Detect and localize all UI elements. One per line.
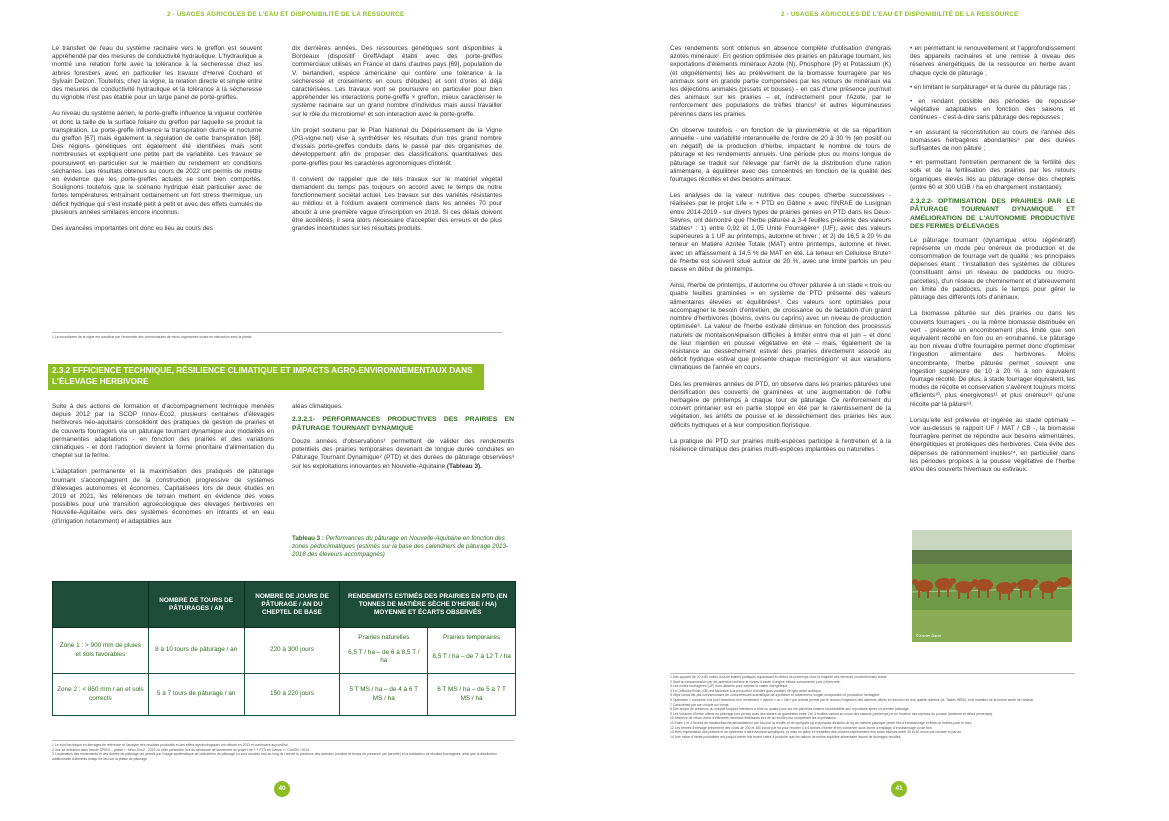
footnote: 11 Entre 1 et 3 heures de tracteur/faucheuse/andaineur par ha pour la récolte et de quelques kg à quelques dizaines de kg de matière plastique (entre film d'enrubannage et filets ou ficelles pour le foin). bbox=[670, 720, 973, 725]
paragraph: Un projet soutenu par le Plan National du Dépérissement de la Vigne (PG-vigne.net) vise à synthétiser les résultats d'un très grand nombre d'essais porte-greffes conduits dans le passé par des organismes de développement afin de proposer des classifications quantitatives des porte-greffes pour les caractères agronomiques d'intérêt. bbox=[292, 126, 502, 167]
table-subheader-cell: Prairies naturelles bbox=[340, 628, 428, 645]
text-column-2 bbox=[910, 45, 1075, 482]
paragraph: aléas climatiques. bbox=[292, 403, 343, 410]
paragraph: L'adaptation permanente et la maximisation des pratiques de pâturage tournant s'accompagnent de la construction progressive de systèmes d'élevages autonomes et économes. Capitalisées lors de deux études en 2019 et 2021, les références de terrain mettent en évidence des voies possibles pour une transition agroécologique des élevages herbivores en Nouvelle-Aquitaine vers des systèmes économes en intrants et en eau (d'irrigation notamment) et adaptables aux bbox=[52, 468, 274, 525]
table-cell: 150 à 220 jours bbox=[244, 674, 340, 716]
paragraph: Lorsqu'elle est prélevée et ingérée au stade optimale – voir au-dessus le rapport UF / MAT / CB -, la biomasse fourragère permet de répondre aux besoins alimentaires, énergétiques et protéiques des herbivores. Cela évite des dépenses de rationnement inutiles¹⁴, en particulier dans les périodes propices à la pousse végétative de l'herbe et/ou des couverts hivernaux ou estivaux. bbox=[910, 416, 1075, 473]
footnote: 1 Des apports de 20 à 60 unités d'azote étaient pratiqués auparavant en début de printemps chez la majorité des éleveurs conventionnels suivis. bbox=[670, 675, 888, 679]
paragraph: La pratique de PTD sur prairies multi-espèces participe à l'entretien et à la résilience climatique des prairies multi-espèces implantées ou naturelles : bbox=[670, 437, 891, 453]
cattle-pasture-photo bbox=[912, 530, 1072, 642]
footnote: 12 Les fermes d'élevage présentent des coûts de 200 et 350 euros par ha pour récolter 4 à 6 tonnes d'herbe et les conserver sous forme d'ensilage, d'enrubannage ou de foin. bbox=[670, 725, 933, 730]
table-caption-text: Performances du pâturage en Nouvelle-Aquitaine en fonction des zones pédoclimatiques (estimés sur la base des calendriers de pâturage 2013-2018 des éleveurs accompagnés) bbox=[292, 535, 508, 558]
footnote: 8 Des temps de présence du cheptel toujours inférieurs à trois ou quatre jours sur les parcelles limitent l'accessibilité aux repousses après un premier pâturage. bbox=[670, 707, 910, 712]
paragraph: Il convient de rappeler que de tels travaux sur le matériel végétal demandent du temps pas toujours en accord avec le temps de notre fonctionnement sociétal actuel. Les travaux sur des variétés résistantes au mildiou et à l'oïdium avaient commencé dans les années 70 pour aboutir à une première vague d'inscription en 2018. Si ces délais doivent être accélérés, il sera alors nécessaire d'accepter des erreurs et de plus grandes incertitudes sur les résultats produits. bbox=[292, 175, 502, 233]
footnote: 1 Le microbiome de la vigne est constitué par l'ensemble des communautés de micro-organismes vivant en interaction avec la plante. bbox=[52, 335, 253, 339]
paragraph: Le pâturage tournant (dynamique et/ou régénératif) représente un mode peu onéreux de production et de consommation de fourrage vert de qualité ; les principales dépenses étant : l'installation des systèmes de clôtures (constituant ainsi un réseau de paddocks ou micro-parcelles), d'un réseau de cheminement et d'abreuvement en limite de paddocks, puis le temps pour gérer le pâturage des différents lots d'animaux. bbox=[910, 236, 1075, 302]
paragraph: Ces rendements sont obtenus en absence complète d'utilisation d'engrais azotés minéraux¹. En gestion optimisée des prairies en pâturage tournant, les exportations d'éléments minéraux Azote (N), Phosphore (P) et Potassium (K) (et oligoéléments) liés au prélèvement de la biomasse fourragère par les animaux sont en grande partie compensées par les retours de minéraux via les déjections animales (pissats et bouses) - en cas d'une présence jour/nuit des animaux sur les prairies – et, indirectement pour l'Azote, par le renforcement des populations de trèfles blancs² et autres légumineuses pérennes dans les prairies. bbox=[670, 45, 891, 118]
paragraph: Les analyses de la valeur nutritive des coupes d'herbe successives - réalisées par le projet Life « + PTD en Gâtine » avec l'INRAE de Lusignan entre 2014-2019 - sur divers types de prairies gérées en PTD dans les Deux-Sèvres, ont démontré que l'herbe pâturée à 3-4 feuilles présente des valeurs stables³ : 1) entre 0,92 et 1,05 Unité Fourragère⁴ (UF), avec des valeurs supérieures à 1 UF au printemps, automne et hiver ; et 2) de 16,5 à 20 % de teneur en Matière Azotée Totale (MAT) entre printemps, automne et hiver, avec un affaissement à 14,5 % de MAT en été. La teneur en Cellulose Brute⁵ de l'herbe est souvent situé autour de 20 %, avec une limite parfois un peu basse en début de printemps. bbox=[670, 192, 891, 274]
footnote: 3 L'estimation des rendements et des durées de pâturage ont permis par l'usage systématique de calendriers de pâturage où sont annotés tout au long de l'année la présence des animaux (nombre et temps de présence par parcelle) et la réalisation de récoltes fourragères, ainsi que la distribution additionnelle d'aliments lorsqu'il a lieu sur la phase de pâturage. bbox=[52, 752, 497, 761]
footnote: 6 Optimisée « concerne à la fois l'obtention d'un rendement « viande » ou « lait » par animal permis par le niveau d'ingestion des aliments offerts en fonction de leur qualité nutritive (cf. Tables INRA), et le maintien de la bonne santé de l'animal. bbox=[670, 697, 1034, 702]
left-page bbox=[0, 0, 584, 821]
paragraph: La biomasse pâturée sur des prairies ou dans les couverts fourragers - ou la même biomasse distribuée en vert - présente un encombrement plus limité que son équivalent récolté en foin ou en enrubanné. Le pâturage au bon niveau d'offre fourragère permet donc d'optimiser l'ingestion alimentaire des herbivores. Moins encombrante, l'herbe pâturée permet souvent une ingestion supérieure de 10 à 20 % à son équivalent fourrage récolté. De plus, à stade fourrager équivalent, les modes de récolte et conservation s'avèrent toujours moins efficients¹⁰, plus énergivores¹¹ et plus onéreux¹² qu'une récolte par la pâture¹³. bbox=[910, 310, 1075, 408]
table-cell: 5 à 7 tours de pâturage / an bbox=[148, 674, 244, 716]
paragraph: Ainsi, l'herbe de printemps, d'automne ou d'hiver pâturée à un stade « trois ou quatre feuilles graminées » en système de PTD présente des valeurs alimentaires élevées et équilibrées⁶. Ces valeurs sont optimales pour accompagner le besoin d'entretien, de croissance ou de lactation d'un grand nombre d'herbivores (bovins, ovins ou caprins) avec un niveau de production optimisée⁶. La valeur de l'herbe estivale diminue en fonction des processus naturels de montaison/épiaison difficiles à limiter entre mai et juin – et donc de leur maintien en pousse végétative en été – mais, également de la résistance au dessèchement estival des prairies directement associé au déficit hydrique estival que présente chaque microrégion⁷ et aux variations climatiques de l'année en cours. bbox=[670, 282, 891, 372]
footnote: 13 Hors implantation des prairies et de systèmes d'abreuvement spécifiques, la mise en place et l'entretien des clôtures représentent des coûts estimés entre 30 et 60 euros par hectare et par an. bbox=[670, 730, 963, 735]
table-row bbox=[53, 674, 516, 716]
footnote: 5 https://www.life-ptd.com/séminaire-de-clôture/recueil-scientifique-de-synthèse/ et notamment l'onglet composition et production herbagère. bbox=[670, 693, 881, 698]
table-reference: (Tableau 3). bbox=[446, 462, 482, 470]
text-column-3 bbox=[52, 403, 274, 534]
table-cell: Zone 2 : < 850 mm / an et sols corrects bbox=[53, 674, 149, 716]
table-caption bbox=[292, 535, 514, 558]
table-cell: Zone 1 : > 900 mm de pluies et sols favorables bbox=[53, 628, 149, 674]
footnote: 1 Le suivi technique en élevages de référence et l'analyse des résultats productifs et des effets agroécologiques ont débuté en 2013 et continuent aujourd'hui. bbox=[52, 743, 289, 747]
table-cell: 220 à 300 jours bbox=[244, 628, 340, 674]
bullet-item: • en permettant le renouvellement et l'approfondissement des appareils racinaires et une remise à niveau des réserves énergétiques de la ressource en herbe avant chaque cycle de pâturage ; bbox=[910, 45, 1075, 77]
footnote: 2 Voir sa définition dans l'étude SPEHI – phase I : Innov-Eco2 - 2019 ou celle présentée lors du séminaire de lancement du projet Life « + PTD en Gâtine » / CAVEB / 2014. bbox=[52, 747, 310, 752]
paragraph: Suite à des actions de formation et d'accompagnement technique menées depuis 2012 par la SCOP Innov-Eco2, plusieurs centaines d'élevages herbivores néo-aquitains consolident des pratiques de gestion de prairies et de couverts fourragers via un pâturage tournant dynamique aux modalités en permanentes adaptations - en fonction des prairies et des variations climatiques - et dont l'adoption devient la forme prioritaire d'alimentation du cheptel sur la ferme. bbox=[52, 403, 274, 460]
text-column-1 bbox=[670, 45, 891, 462]
performance-table bbox=[52, 581, 516, 716]
table-cell: 6,5 T / ha – de 6 à 8,5 T / ha bbox=[340, 644, 428, 673]
footnote-divider bbox=[670, 673, 1075, 674]
table-cell: 5 T MS / ha – de 4 à 6 T MS / ha bbox=[340, 674, 428, 716]
page-number: 40 bbox=[274, 781, 290, 797]
table-header-cell: RENDEMENTS ESTIMÉS DES PRAIRIES EN PTD (EN TONNES DE MATIÈRE SÈCHE D'HERBE / HA) MOYENNE ET ÉCARTS OBSERVÉS bbox=[340, 582, 516, 628]
running-header: 2 - USAGES AGRICOLES DE L'EAU ET DISPONIBILITÉ DE LA RESSOURCE bbox=[781, 11, 1019, 18]
photo-credit: ©Xavier Darol bbox=[916, 633, 941, 638]
text-column-2 bbox=[292, 45, 502, 241]
table-caption-label: Tableau 3 : bbox=[292, 535, 324, 542]
text-column-1 bbox=[52, 45, 262, 241]
page-number: 41 bbox=[891, 781, 907, 797]
table-header-cell: NOMBRE DE JOURS DE PÂTURAGE / AN DU CHEPTEL DE BASE bbox=[244, 582, 340, 628]
table-row bbox=[53, 628, 516, 645]
right-page bbox=[585, 0, 1169, 821]
footnote: 14 Une ration d'herbe journalière est jusqu'à trente fois moins chère à produire que les rations de même équilibre alimentaire issues de fourrages récoltés. bbox=[670, 734, 902, 739]
table-cell: 8,5 T / ha – de 7 à 12 T / ha bbox=[428, 644, 516, 673]
running-header: 2 - USAGES AGRICOLES DE L'EAU ET DISPONIBILITÉ DE LA RESSOURCE bbox=[167, 11, 405, 18]
footnote: 3 Les unités fourragères (UF) sont utilisées pour estimer la valeur énergétique. bbox=[670, 684, 789, 689]
table-header-cell bbox=[53, 582, 149, 628]
footnote: 9 Les volumes d'herbe offerts en pâturage font permis avec des stades de graminées entre 3 et 4 feuilles variant au cours des saisons (printemps) et en fonction des reprises de pousse (automne et début printemps). bbox=[670, 711, 994, 716]
subsection-title: 2.3.2.2- OPTIMISATION DES PRAIRIES PAR LE PÂTURAGE TOURNANT DYNAMIQUE ET AMÉLIORATION DE L'AUTONOMIE PRODUCTIVE DES FERMES D'ÉLEVAGES bbox=[910, 198, 1075, 231]
table-header-row bbox=[53, 582, 516, 628]
paragraph: On observe toutefois - en fonction de la pluviométrie et de sa répartition annuelle - une variabilité interannuelle de l'ordre de 20 à 30 % (en positif ou en négatif) de la production d'herbe, impactant le nombre de tours de pâturage et les rendements annuels. Une période plus ou moins longue de pâturage se traduit sur l'élevage par l'arrêt de la distribution d'une ration alimentaire, à équilibrer avec des concentrés en fonction de la qualité des fourrages récoltés et des besoins animaux. bbox=[670, 126, 891, 184]
footnote: 10 Absence de retour direct d'éléments minéraux fertilisants lors de la récolte pour compenser les exportations. bbox=[670, 716, 837, 721]
footnote: 7 Caractérisé par son couple sol climat. bbox=[670, 702, 730, 707]
paragraph: Au niveau du système aérien, le porte-greffe influence la vigueur conférée et donc la taille de la surface foliaire du greffon par laquelle se produit la transpiration. Le porte-greffe influence la transpiration diurne et nocturne du greffon [67] mais également la régulation de cette transpiration [68]. Des régions génétiques ont également été identifiées mais sont nombreuses et expliquent une petite part de variabilité. Les travaux se poursuivent en particulier sur le maintien du rendement en conditions séchantes. Les résultats obtenus au cours de 2022 ont permis de mettre en évidence que les porte-greffes actuels se sont bien comportés. Soulignons toutefois que le scénario hydrique était particulier avec de fortes températures entraînant certainement un fort stress thermique, un déficit hydrique qui s'est installé petit à petit et avec des effets cumulés de plusieurs années similaires encore inconnus. bbox=[52, 110, 262, 216]
table-header-cell: NOMBRE DE TOURS DE PÂTURAGES / AN bbox=[148, 582, 244, 628]
paragraph: dix dernières années. Des ressources génétiques sont disponibles à Bordeaux (dispositif GreffAdapt établi avec des porte-greffes commerciaux utilisés en France et dans d'autres pays [69], population de V. berlandieri, espèce américaine qui confère une tolérance à la sécheresse et croisements en cours d'études) et sont d'ores et déjà caractérisées. Les travaux vont se poursuivre en particulier pour bien appréhender les interactions porte-greffe × greffon, mieux caractériser le système racinaire sur un grand nombre d'individus mais aussi travailler sur le rôle du microbiome¹ et son interaction avec le porte-greffe. bbox=[292, 45, 502, 118]
paragraph: Dès les premières années de PTD, on observe dans les prairies pâturées une densification des couverts de graminées et une augmentation de l'offre herbagère de printemps à chaque tour de pâturage. Ce renforcement du couvert printanier est en partie stoppé en été par le ralentissement de la végétation, les arrêts de pousse et le dessèchement des prairies liés aux déficits hydriques et à leur composition floristique. bbox=[670, 380, 891, 429]
section-title: 2.3.2 EFFICIENCE TECHNIQUE, RÉSILIENCE CLIMATIQUE ET IMPACTS AGRO-ENVIRONNEMENTAUX DANS L'ÉLEVAGE HERBIVORE bbox=[48, 364, 484, 390]
footnote: 2 Dont la consommation par les animaux renforce le niveau d'azote d'origine foliaire consommée puis (ré)excrété. bbox=[670, 679, 841, 684]
bullet-item: • en rendant possible des périodes de repousse végétative adaptables en fonction des saisons et continues - c'est-à-dire sans pâturage des repousses ; bbox=[910, 98, 1075, 122]
paragraph bbox=[292, 438, 514, 471]
paragraph: Des avancées importantes ont donc eu lieu au cours des bbox=[52, 225, 213, 233]
bullet-item: • en permettant l'entretien permanent de la fertilité des sols et de la fertilisation des prairies par les retours organiques élevés liés au pâturage dense des cheptels (entre 60 et 300 UGB / ha en chargement instantané). bbox=[910, 159, 1075, 191]
footnotes bbox=[670, 675, 1075, 739]
table-cell: 8 à 10 tours de pâturage / an bbox=[148, 628, 244, 674]
bullet-item: • en limitant le surpâturage⁸ et la durée du pâturage ras ; bbox=[910, 83, 1071, 91]
footnote-divider bbox=[52, 332, 502, 333]
footnote: 4 La Cellulose Brute (CB) est favorable à la production d'acides gras volatiles de type acide acétique. bbox=[670, 688, 822, 693]
subsection-title: 2.3.2.1- PERFORMANCES PRODUCTIVES DES PRAIRIES EN PÂTURAGE TOURNANT DYNAMIQUE bbox=[292, 416, 514, 432]
cattle-illustration bbox=[912, 530, 1072, 642]
table-cell: 6 T MS / ha – de 5 à 7 T MS / ha bbox=[428, 674, 516, 716]
bullet-item: • en assurant la reconstitution au cours de l'année des biomasses herbagères abondantes⁹ par des durées suffisantes de non pâture ; bbox=[910, 128, 1075, 153]
footnotes bbox=[52, 743, 514, 761]
table-subheader-cell: Prairies temporaires bbox=[428, 628, 516, 645]
footnote-divider bbox=[52, 740, 514, 741]
text-column-4 bbox=[292, 403, 514, 479]
paragraph: Le transfert de l'eau du système racinaire vers le greffon est souvent appréhendé par des mesures de conductivité hydraulique. L'hydraulique a montré une relation forte avec la tolérance à la sécheresse chez les arbres forestiers avec en particulier les travaux d'Hervé Cochard et Sylvain Delzon. Toutefois, chez la vigne, la relation directe et simple entre des mesures de conductivité hydraulique et la tolérance à la sécheresse du vignoble n'est pas établie pour un large panel de porte-greffes. bbox=[52, 45, 262, 102]
paragraph-text: Douze années d'observations¹ permettent de valider des rendements potentiels des prairies temporaires devenant de longue durée conduites en Pâturage Tournant Dynamique² (PTD) et des durées de pâturage observées³ sur les exploitations innovantes en Nouvelle-Aquitaine bbox=[292, 438, 514, 470]
